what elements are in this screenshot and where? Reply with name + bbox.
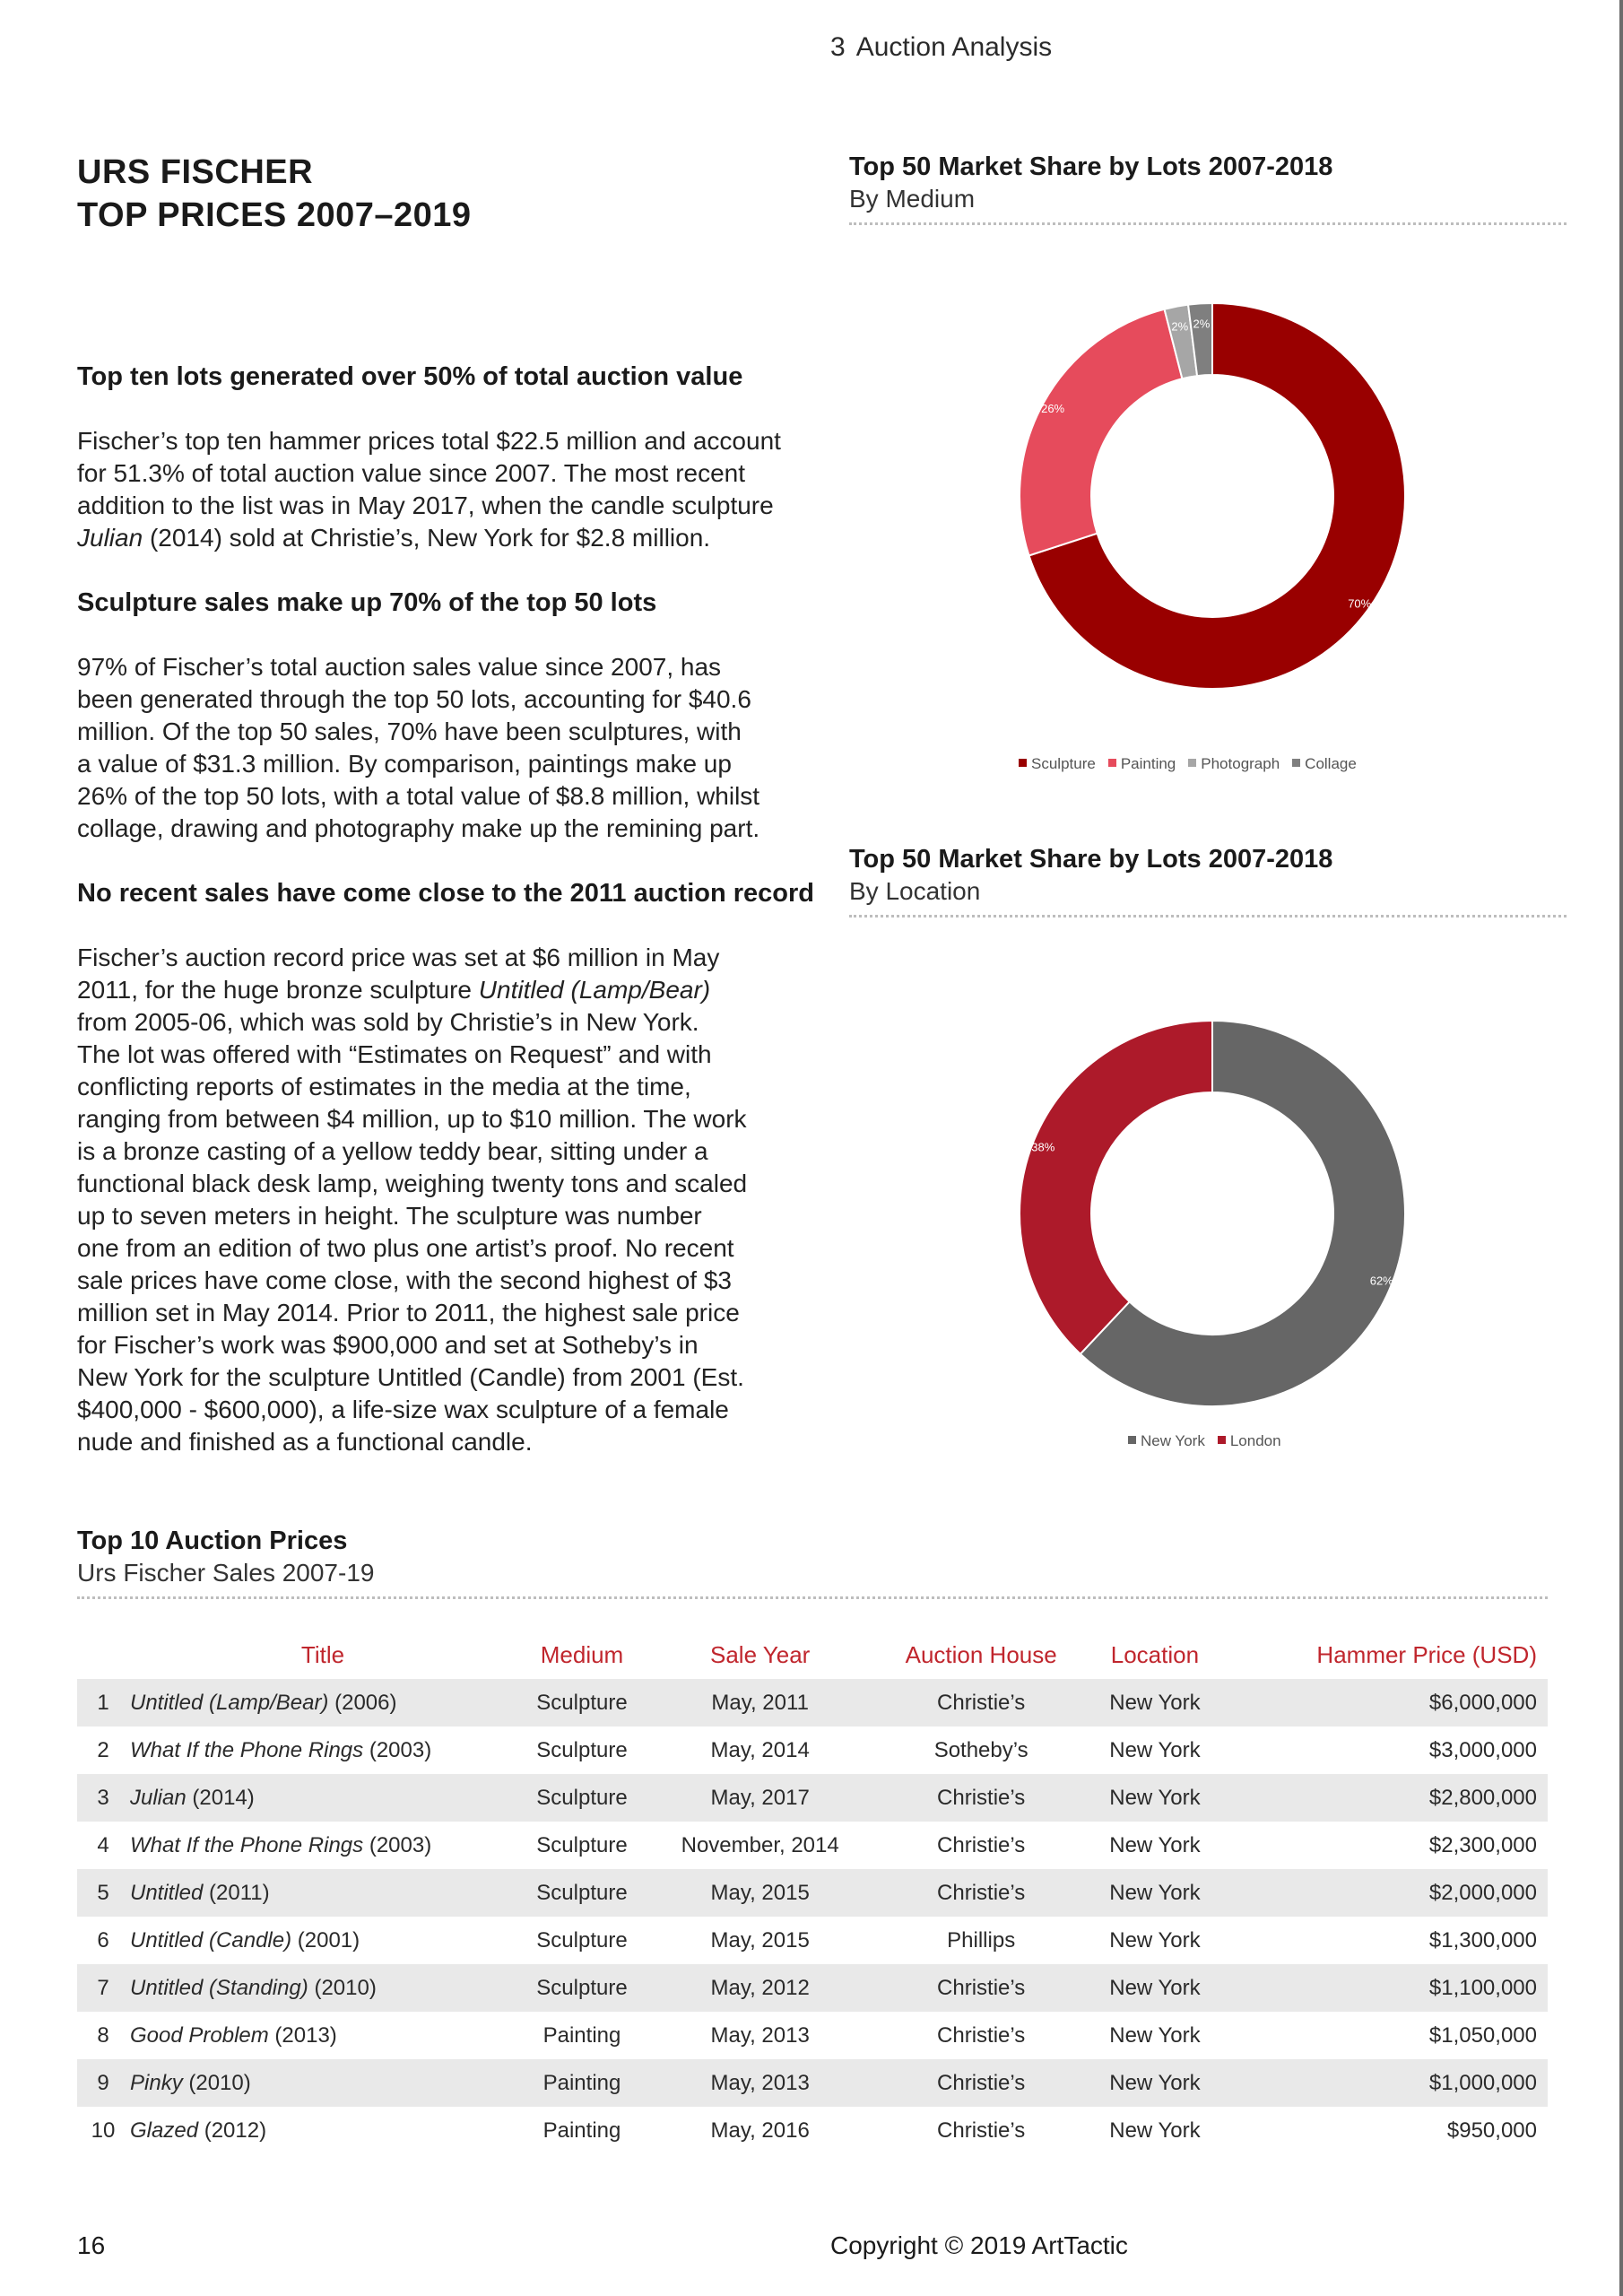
chart-location-divider (849, 915, 1567, 918)
table-title: Top 10 Auction Prices (77, 1526, 348, 1555)
column-header-rank (77, 1631, 129, 1679)
row-hammer-price: $1,050,000 (1428, 2022, 1537, 2048)
row-sale-year: May, 2011 (647, 1679, 872, 1726)
row-location: New York (1109, 2022, 1201, 2048)
row-location: New York (1109, 1737, 1201, 1762)
row-rank: 8 (97, 2022, 109, 2048)
row-location: New York (1109, 1832, 1201, 1857)
row-sale-year: May, 2017 (647, 1774, 872, 1822)
row-title: Glazed (2012) (130, 2118, 267, 2143)
table-row (77, 1726, 1548, 1774)
row-hammer-price: $2,300,000 (1428, 1832, 1537, 1857)
row-auction-house: Phillips (947, 1927, 1016, 1952)
chapter-number: 3 (830, 32, 846, 62)
chapter-title: Auction Analysis (855, 32, 1053, 62)
row-auction-house: Christie’s (937, 2118, 1026, 2143)
table-row (77, 1964, 1548, 2012)
page-number: 16 (77, 2231, 106, 2259)
row-location: New York (1089, 1774, 1220, 1822)
row-location: New York (1089, 1679, 1220, 1726)
row-title: Julian (2014) (129, 1774, 516, 1822)
row-title: Untitled (Standing) (2010) (129, 1964, 516, 2012)
row-hammer-price: $3,000,000 (1428, 1737, 1537, 1762)
row-auction-house: Christie’s (872, 1869, 1089, 1917)
row-location: New York (1089, 1869, 1220, 1917)
legend-item-london (1218, 1432, 1281, 1450)
row-medium: Painting (542, 2022, 621, 2048)
legend-swatch (1128, 1436, 1136, 1444)
table-header (77, 1525, 1548, 1599)
row-title: What If the Phone Rings (2003) (130, 1832, 432, 1857)
legend-label: New York (1141, 1432, 1205, 1449)
legend-label: Photograph (1201, 755, 1280, 772)
row-auction-house: Christie’s (937, 2022, 1026, 2048)
auction-prices-table (77, 1631, 1548, 2154)
row-rank: 4 (97, 1832, 109, 1857)
row-sale-year: November, 2014 (681, 1832, 839, 1857)
row-auction-house: Sotheby’s (933, 1737, 1028, 1762)
row-sale-year: May, 2013 (647, 2059, 872, 2107)
table-row (77, 2059, 1548, 2107)
row-title: Pinky (2010) (129, 2059, 516, 2107)
table-subtitle: Urs Fischer Sales 2007-19 (77, 1559, 375, 1587)
slice-label-painting: 26% (1041, 402, 1065, 416)
row-medium: Sculpture (516, 1964, 647, 2012)
chart-medium-header (849, 151, 1567, 225)
row-rank: 10 (91, 2118, 116, 2143)
table-divider (77, 1596, 1548, 1599)
row-auction-house: Christie’s (872, 1774, 1089, 1822)
row-hammer-price: $6,000,000 (1220, 1679, 1548, 1726)
row-title: Untitled (2011) (129, 1869, 516, 1917)
table-row (77, 1774, 1548, 1822)
page-edge-rule (1619, 0, 1623, 2296)
row-medium: Painting (516, 2059, 647, 2107)
legend-label: Sculpture (1031, 755, 1096, 772)
legend-item-photograph (1188, 755, 1280, 773)
row-rank: 7 (77, 1964, 129, 2012)
chart-location-header (849, 843, 1567, 918)
legend-item-collage (1292, 755, 1357, 773)
row-rank: 5 (77, 1869, 129, 1917)
table-row (77, 1822, 1548, 1869)
slice-label-photograph: 2% (1171, 319, 1189, 334)
row-auction-house: Christie’s (872, 1964, 1089, 2012)
legend-label: Collage (1305, 755, 1357, 772)
legend-swatch (1292, 759, 1300, 767)
row-rank: 1 (77, 1679, 129, 1726)
row-medium: Sculpture (536, 1927, 628, 1952)
table-row (77, 1679, 1548, 1726)
chapter-header (830, 32, 1052, 63)
row-title: What If the Phone Rings (2003) (130, 1737, 432, 1762)
row-medium: Painting (542, 2118, 621, 2143)
donut-chart-location (1011, 1012, 1414, 1415)
row-sale-year: May, 2016 (710, 2118, 810, 2143)
section-heading-record: No recent sales have come close to the 2011 auction record (77, 879, 815, 908)
row-location: New York (1089, 1964, 1220, 2012)
row-medium: Sculpture (536, 1832, 628, 1857)
slice-painting (1020, 309, 1182, 556)
section-heading-sculpture: Sculpture sales make up 70% of the top 50 lots (77, 588, 657, 617)
legend-swatch (1218, 1436, 1226, 1444)
row-hammer-price: $1,300,000 (1428, 1927, 1537, 1952)
page-title-line1: URS FISCHER (77, 153, 314, 191)
legend-item-new-york (1128, 1432, 1205, 1450)
table-row (77, 2012, 1548, 2059)
chart-location-title: Top 50 Market Share by Lots 2007-2018 (849, 845, 1333, 874)
row-auction-house: Christie’s (872, 1679, 1089, 1726)
column-header-hammer-price: Hammer Price (USD) (1316, 1640, 1537, 1668)
slice-label-collage: 2% (1193, 317, 1211, 331)
row-hammer-price: $950,000 (1446, 2118, 1537, 2143)
slice-label-new-york: 62% (1369, 1274, 1393, 1288)
slice-label-london: 38% (1031, 1140, 1055, 1154)
page-title-line2: TOP PRICES 2007–2019 (77, 196, 472, 234)
row-medium: Sculpture (516, 1869, 647, 1917)
row-rank: 6 (97, 1927, 109, 1952)
row-hammer-price: $1,000,000 (1220, 2059, 1548, 2107)
table-header-row (77, 1631, 1548, 1679)
row-title: Untitled (Candle) (2001) (130, 1927, 360, 1952)
chart-medium-title: Top 50 Market Share by Lots 2007-2018 (849, 152, 1333, 181)
section-heading-top-ten: Top ten lots generated over 50% of total auction value (77, 362, 743, 391)
row-hammer-price: $1,100,000 (1220, 1964, 1548, 2012)
row-medium: Sculpture (516, 1679, 647, 1726)
row-location: New York (1109, 2118, 1201, 2143)
table-row (77, 1869, 1548, 1917)
donut-chart-medium (1011, 294, 1414, 698)
legend-label: Painting (1120, 755, 1176, 772)
row-title: Untitled (Lamp/Bear) (2006) (129, 1679, 516, 1726)
legend-label: London (1229, 1432, 1281, 1449)
section-paragraph-record: Fischer’s auction record price was set at $6 million in May 2011, for the huge bronze sculpture Untitled (Lamp/Bear) from 2005-06, which was sold by Christie’s in New York. The lot was offered with “Estimates on Request” and with conflicting reports of estimates in the media at the time, ranging from between $4 million, up to $10 million. The work is a bronze casting of a yellow teddy bear, sitting under a functional black desk lamp, weighing twenty tons and scaled up to seven meters in height. The sculpture was number one from an edition of two plus one artist’s proof. No recent sale prices have come close, with the second highest of $3 million set in May 2014. Prior to 2011, the highest sale price for Fischer’s work was $900,000 and set at Sotheby’s in New York for the sculpture Untitled (Candle) from 2001 (Est. $400,000 - $600,000), a life-size wax sculpture of a female nude and finished as a functional candle. (77, 944, 748, 1456)
chart-location-legend (1128, 1432, 1294, 1450)
table-row (77, 2107, 1548, 2154)
column-header-medium: Medium (540, 1640, 624, 1668)
row-sale-year: May, 2014 (710, 1737, 810, 1762)
chart-medium-legend (1019, 755, 1369, 773)
row-rank: 2 (97, 1737, 109, 1762)
row-rank: 3 (77, 1774, 129, 1822)
chart-medium-subtitle: By Medium (849, 185, 976, 213)
legend-item-painting (1108, 755, 1176, 773)
row-rank: 9 (77, 2059, 129, 2107)
legend-swatch (1108, 759, 1116, 767)
row-sale-year: May, 2013 (710, 2022, 810, 2048)
row-location: New York (1109, 1927, 1201, 1952)
section-paragraph-sculpture: 97% of Fischer’s total auction sales value since 2007, has been generated through the top 50 lots, accounting for $40.6 million. Of the top 50 sales, 70% have been sculptures, with a value of $31.3 million. By comparison, paintings make up 26% of the top 50 lots, with a total value of $8.8 million, whilst collage, drawing and photography make up the remining part. (77, 653, 760, 842)
row-hammer-price: $2,000,000 (1220, 1869, 1548, 1917)
table-row (77, 1917, 1548, 1964)
chart-location-subtitle: By Location (849, 877, 981, 905)
legend-swatch (1188, 759, 1196, 767)
copyright: Copyright © 2019 ArtTactic (830, 2231, 1128, 2259)
legend-item-sculpture (1019, 755, 1096, 773)
row-auction-house: Christie’s (872, 2059, 1089, 2107)
row-sale-year: May, 2012 (647, 1964, 872, 2012)
row-medium: Sculpture (536, 1737, 628, 1762)
slice-label-sculpture: 70% (1348, 596, 1372, 611)
article-body (77, 361, 815, 1458)
legend-swatch (1019, 759, 1027, 767)
chart-medium-divider (849, 222, 1567, 225)
slice-london (1020, 1021, 1212, 1354)
row-sale-year: May, 2015 (647, 1869, 872, 1917)
row-sale-year: May, 2015 (710, 1927, 810, 1952)
row-auction-house: Christie’s (937, 1832, 1026, 1857)
row-title: Good Problem (2013) (130, 2022, 337, 2048)
column-header-title: Title (300, 1640, 345, 1668)
row-hammer-price: $2,800,000 (1220, 1774, 1548, 1822)
section-paragraph-top-ten: Fischer’s top ten hammer prices total $22.5 million and account for 51.3% of total auction value since 2007. The most recent addition to the list was in May 2017, when the candle sculpture Julian (2014) sold at Christie’s, New York for $2.8 million. (77, 427, 781, 552)
row-location: New York (1089, 2059, 1220, 2107)
column-header-auction-house: Auction House (905, 1640, 1057, 1668)
column-header-sale-year: Sale Year (710, 1640, 811, 1668)
row-medium: Sculpture (516, 1774, 647, 1822)
page-title (77, 151, 472, 237)
column-header-location: Location (1110, 1640, 1200, 1668)
